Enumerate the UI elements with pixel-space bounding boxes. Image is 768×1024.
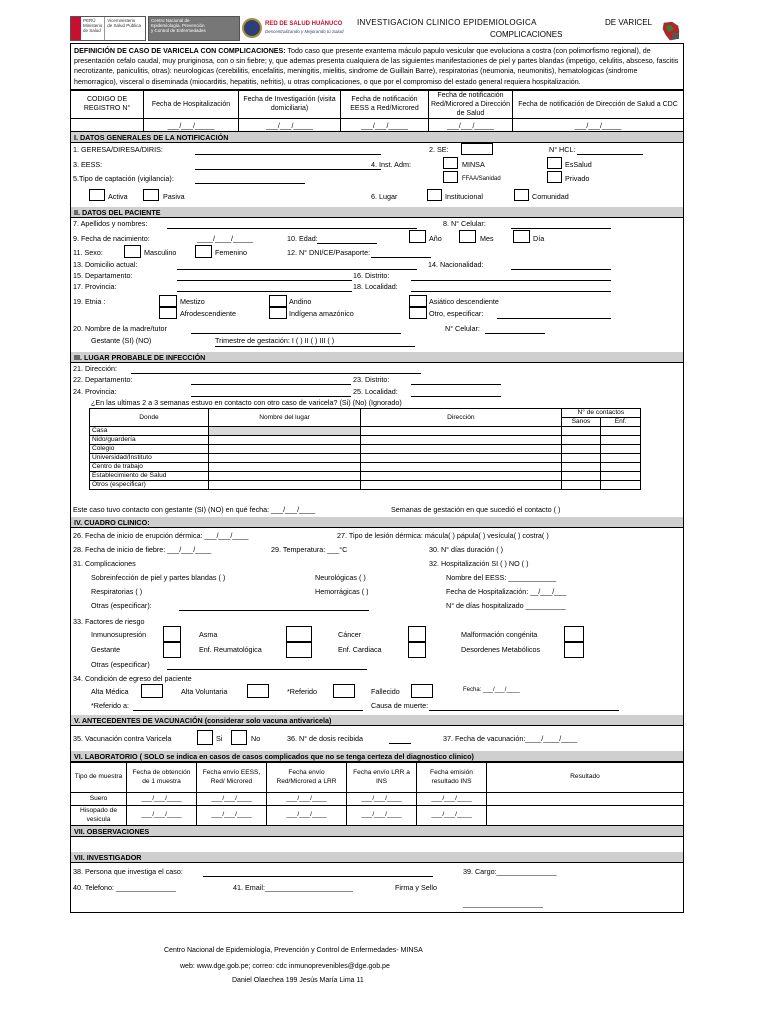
observaciones-field[interactable] <box>70 837 684 852</box>
trimestre-options[interactable]: Trimestre de gestación: I ( ) II ( ) III ( ) <box>215 336 335 346</box>
table-row: Casa <box>90 427 641 436</box>
dia-checkbox[interactable] <box>513 230 530 243</box>
asma-checkbox[interactable] <box>286 626 312 642</box>
gestante-options[interactable]: Gestante (SI) (NO) <box>91 336 152 346</box>
places-table: Donde Nombre del lugar Dirección N° de contactos Sanos Enf. Casa Nido/guardería Colegio Universidad/Instituto Centro de trabajo Establecimiento de Salud Otros (especificar) <box>89 408 641 490</box>
codes-table <box>70 90 684 132</box>
geresa-field[interactable] <box>195 154 381 155</box>
apellidos-field[interactable] <box>167 228 417 229</box>
table-row: Universidad/Instituto <box>90 454 641 463</box>
firma-field[interactable]: ____________________ <box>463 899 543 909</box>
asiatico-checkbox[interactable] <box>409 295 427 307</box>
header-fecha-cdc: Fecha de notificación de Dirección de Salud a CDC <box>513 90 684 118</box>
form-subtitle: COMPLICACIONES <box>490 30 563 39</box>
otro-etnia-checkbox[interactable] <box>409 307 427 319</box>
form-header <box>70 14 684 44</box>
gestante-contacto[interactable]: Este caso tuvo contacto con gestante (SI) (NO) en qué fecha: ___/___/____ <box>73 505 316 515</box>
referido-a-field[interactable] <box>133 710 363 711</box>
block-vacunacion: 35. Vacunación contra Varicela Si No 36. N° de dosis recibida 37. Fecha de vacunación:____/____/____ <box>70 726 684 751</box>
departamento-field[interactable] <box>177 280 352 281</box>
se-field[interactable] <box>461 143 493 155</box>
privado-checkbox[interactable] <box>547 171 562 183</box>
causa-muerte-field[interactable] <box>429 710 619 711</box>
cancer-checkbox[interactable] <box>408 626 426 642</box>
masculino-checkbox[interactable] <box>124 245 141 258</box>
section-datos-paciente: II. DATOS DEL PACIENTE <box>70 207 684 218</box>
otras-factores-field[interactable] <box>167 669 367 670</box>
vacuna-no-checkbox[interactable] <box>231 730 247 745</box>
block-investigador: 38. Persona que investiga el caso: 39. Cargo:_______________ 40. Telefono: _______________ 41. Email:______________________ Firma y Sello ____________________ <box>70 863 684 913</box>
afro-checkbox[interactable] <box>159 307 177 319</box>
madre-field[interactable] <box>191 333 401 334</box>
essalud-checkbox[interactable] <box>547 157 562 169</box>
vacuna-si-checkbox[interactable] <box>197 730 213 745</box>
red-salud-logo: RED DE SALUD HUÁNUCO Descentralizando y Mejorando tu Salud <box>242 18 344 38</box>
table-row: Nido/guardería <box>90 436 641 445</box>
codigo-field[interactable] <box>71 119 144 132</box>
cardiaca-checkbox[interactable] <box>408 642 426 658</box>
table-row: Colegio <box>90 445 641 454</box>
header-fecha-invest: Fecha de Investigación (visita domiciliaria) <box>239 90 341 118</box>
date-field[interactable]: ___/___/_____ <box>341 119 429 132</box>
section-vacunacion: V. ANTECEDENTES DE VACUNACIÓN (considerar solo vacuna antivaricela) <box>70 715 684 726</box>
minsa-checkbox[interactable] <box>443 157 458 169</box>
hcl-field[interactable] <box>577 154 643 155</box>
block-cuadro-clinico: 26. Fecha de inicio de erupción dérmica: ___/___/____ 27. Tipo de lesión dérmica: mácula( ) pápula( ) vesícula( ) costra( ) 28. Fecha de inicio de fiebre: ___/___/____ 29. Temperatura: ___°C 30. N° días duración ( ) 31. Complicaciones 32. Hospitalización SI ( ) NO ( ) Sobreinfección de piel y partes blandas ( ) Neurológicas ( ) Nombre del EESS: ____________ Respiratorias ( ) Hemorrágicas ( ) Fecha de Hospitalización: __/___/___ Otras (especificar): N° de días hospitalizado __________ 33. Factores de riesgo Inmunosupresión Asma Cáncer Malformación congénita Gestante Enf. Reumatológica Enf. Cardiaca Desordenes Metabólicos Otras (especificar) 34. Condición de egreso del paciente Alta Médica Alta Voluntaria *Referido Fallecido Fecha: ___/___/____ *Referido a: Causa de muerte: <box>70 528 684 715</box>
table-row: Hisopado de vesicula ___/___/____ ___/___/____ ___/___/____ ___/___/____ ___/___/____ <box>71 806 684 826</box>
indigena-checkbox[interactable] <box>269 307 287 319</box>
section-datos-generales: I. DATOS GENERALES DE LA NOTIFICACIÓN <box>70 132 684 143</box>
nacionalidad-field[interactable] <box>511 269 611 270</box>
localidad-infeccion-field[interactable] <box>411 396 501 397</box>
section-observaciones: VII. OBSERVACIONES <box>70 826 684 837</box>
alta-voluntaria-checkbox[interactable] <box>247 684 269 698</box>
distrito-infeccion-field[interactable] <box>411 384 501 385</box>
celular-madre-field[interactable] <box>485 333 545 334</box>
edad-field[interactable] <box>317 243 377 244</box>
fallecido-checkbox[interactable] <box>411 684 433 698</box>
table-row: Establecimiento de Salud <box>90 472 641 481</box>
andino-checkbox[interactable] <box>269 295 287 307</box>
otro-etnia-field[interactable] <box>497 318 611 319</box>
captacion-field[interactable] <box>195 183 305 184</box>
eess-field[interactable] <box>195 169 381 170</box>
alta-medica-checkbox[interactable] <box>141 684 163 698</box>
emblem-icon <box>242 18 262 38</box>
section-cuadro-clinico: IV. CUADRO CLINICO: <box>70 517 684 528</box>
nacimiento-field[interactable]: ____/____/_____ <box>197 234 253 244</box>
otras-complicaciones-field[interactable] <box>179 610 369 611</box>
header-codigo: CODIGO DE REGISTRO N° <box>71 90 144 118</box>
minsa-logo: PERÚ Ministerio de Salud Viceministerio de Salud Pública <box>70 16 146 41</box>
investigador-field[interactable] <box>203 876 433 877</box>
table-row: Suero ___/___/____ ___/___/____ ___/___/____ ___/___/____ ___/___/____ <box>71 793 684 806</box>
semanas-gestacion[interactable]: Semanas de gestación en que sucedió el contacto ( ) <box>391 505 561 515</box>
section-investigador: VII. INVESTIGADOR <box>70 852 684 863</box>
header-fecha-hosp: Fecha de Hospitalización <box>144 90 239 118</box>
section-laboratorio: VI. LABORATORIO ( SOLO se indica en casos de casos complicados que no se tenga certeza del diagnostico clinico) <box>70 751 684 762</box>
dosis-field[interactable] <box>389 743 411 744</box>
referido-checkbox[interactable] <box>333 684 355 698</box>
pasiva-checkbox[interactable] <box>143 189 159 201</box>
provincia-field[interactable] <box>177 291 352 292</box>
contacto-question[interactable]: ¿En las ultimas 2 a 3 semanas estuvo en contacto con otro caso de varicela? (Si) (No) (Ignorado) <box>91 398 402 408</box>
direccion-field[interactable] <box>131 373 421 374</box>
provincia-infeccion-field[interactable] <box>191 396 351 397</box>
places-table-wrap <box>89 408 641 490</box>
dni-field[interactable] <box>371 257 431 258</box>
reuma-checkbox[interactable] <box>286 642 312 658</box>
femenino-checkbox[interactable] <box>195 245 212 258</box>
mestizo-checkbox[interactable] <box>159 295 177 307</box>
case-definition: DEFINICIÓN DE CASO DE VARICELA CON COMPLICACIONES: Todo caso que presente exantema máculo papulo vesicular que evoluciona a costra (con polimorfismo regional), de presentación cefalo caudal, muy pruriginosa, con o sin fiebre; y, que ademas presenta cualquiera de las siguientes manifestaciones de piel y partes blandas (impetigo, celulitis, absceso, fascitis necrotizante, paniculitis, otras): neurologicas (cerebilitis, encefalitis, meningitis, mielitis, sindrome de Guillain Barre), respiratorias (neumonia, neumonitis), hematologicas (sindrome hemorragico), visceral o diseminada (miocarditis, hepatitis, nefritis), u otras complicaciones, o que por el compromiso del estado general requiera hospitalización. <box>70 44 684 90</box>
departamento-infeccion-field[interactable] <box>191 384 351 385</box>
peru-map-icon <box>660 20 682 42</box>
date-field[interactable]: ___/___/_____ <box>239 119 341 132</box>
form-title-right: DE VARICEL <box>605 18 652 27</box>
mes-checkbox[interactable] <box>459 230 476 243</box>
gestante-checkbox[interactable] <box>163 642 181 658</box>
form-title: INVESTIGACION CLINICO EPIDEMIOLOGICA <box>357 18 537 27</box>
table-row: Centro de trabajo <box>90 463 641 472</box>
section-lugar-infeccion: III. LUGAR PROBABLE DE INFECCIÓN <box>70 352 684 363</box>
cdc-logo: Centro Nacional de Epidemiología, Prevención y Control de Enfermedades <box>148 16 240 41</box>
distrito-field[interactable] <box>411 280 611 281</box>
block-lugar-infeccion: 21. Dirección: 22. Departamento: 23. Distrito: 24. Provincia: 25. Localidad: ¿En las ultimas 2 a 3 semanas estuvo en contacto con otro caso de varicela? (Si) (No) (Ignorado) Donde Nombre del lugar Dirección N° de contactos Sanos Enf. Casa Nido/guardería Colegio Universidad/Instituto Centro de trabajo Establecimiento de Salud Otros (especificar) Este caso tuvo contacto con gestante (SI) (NO) en qué fecha: ___/___/____ Semanas de gestación en que sucedió el contacto ( ) <box>70 363 684 517</box>
block-datos-generales: 1. GERESA/DIRESA/DIRIS: 2. SE: N° HCL: 3. EESS: 4. Inst. Adm: MINSA EsSalud 5.Tipo de captación (vigilancia): FFAA/Sanidad Privado Activa Pasiva 6. Lugar Institucional Comunidad <box>70 143 684 207</box>
inmuno-checkbox[interactable] <box>163 626 181 642</box>
localidad-field[interactable] <box>411 291 611 292</box>
header-fecha-red: Fecha de notificación Red/Microred a Dirección de Salud <box>429 90 513 118</box>
institucional-checkbox[interactable] <box>427 189 442 201</box>
activa-checkbox[interactable] <box>89 189 105 201</box>
anio-checkbox[interactable] <box>409 230 426 243</box>
date-field[interactable]: ___/___/_____ <box>513 119 684 132</box>
comunidad-checkbox[interactable] <box>514 189 529 201</box>
malformacion-checkbox[interactable] <box>564 626 584 642</box>
lab-table: Tipo de muestra Fecha de obtención de 1 muestra Fecha envío EESS, Red/ Microred Fecha envío Red/Microred a LRR Fecha envío LRR a INS Fecha emisión resultado INS Resultado Suero ___/___/____ ___/___/____ ___/___/____ ___/___/____ ___/___/____ Hisopado de vesicula ___/___/____ ___/___/____ ___/___/____ ___/___/____ ___/___/____ <box>70 762 684 826</box>
date-field[interactable]: ___/___/_____ <box>429 119 513 132</box>
block-datos-paciente: 7. Apellidos y nombres: 8. N° Celular: 9. Fecha de nacimiento: ____/____/_____ 10. Edad: Año Mes Día 11. Sexo: Masculino Femenino 12. N° DNI/CE/Pasaporte: 13. Domicilio actual: 14. Nacionalidad: 15. Departamento: 16. Distrito: 17. Provincia: 18. Localidad: 19. Etnia : Mestizo Andino Asiático descendiente Afrodescendiente Indígena amazónico Otro, especificar: 20. Nombre de la madre/tutor N° Celular: Gestante (SI) (NO) Trimestre de gestación: I ( ) II ( ) III ( ) <box>70 218 684 352</box>
domicilio-field[interactable] <box>177 269 417 270</box>
date-field[interactable]: ___/___/_____ <box>144 119 239 132</box>
form-page <box>70 14 684 913</box>
table-row: Otros (especificar) <box>90 481 641 490</box>
desordenes-checkbox[interactable] <box>564 642 584 658</box>
celular-field[interactable] <box>511 228 611 229</box>
ffaa-checkbox[interactable] <box>443 171 458 183</box>
header-fecha-eess: Fecha de notificación EESS a Red/Microred <box>341 90 429 118</box>
